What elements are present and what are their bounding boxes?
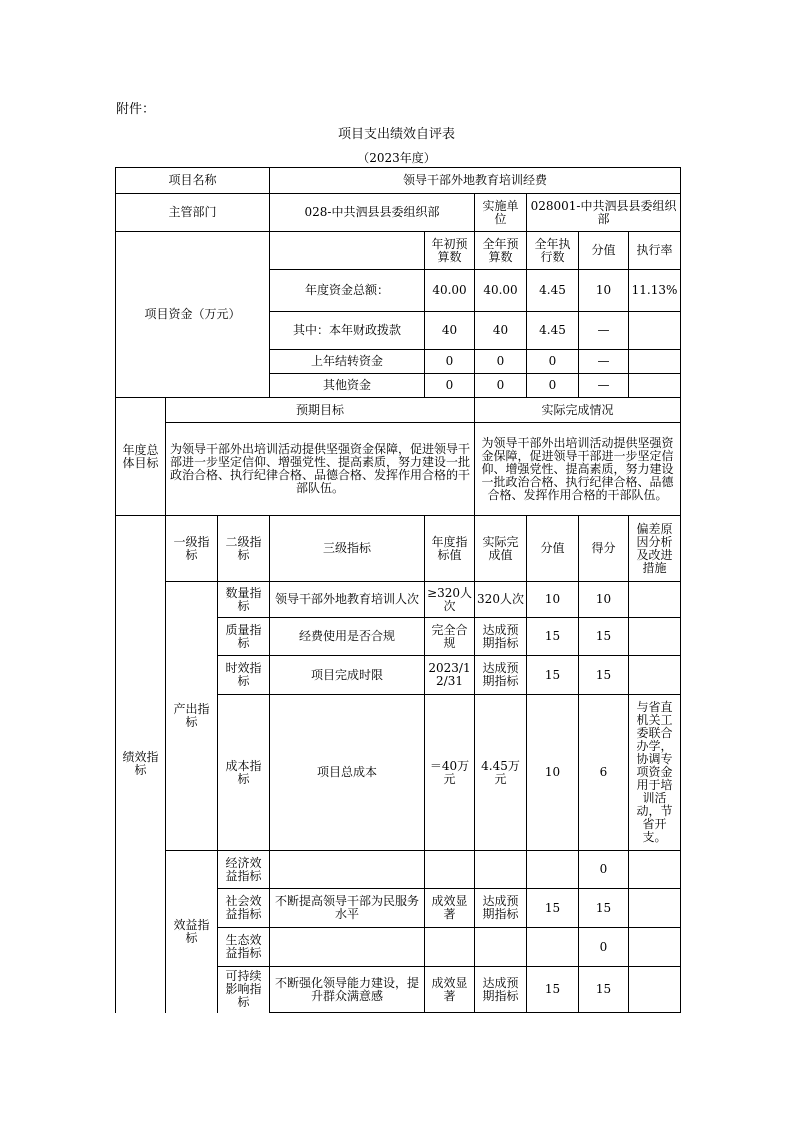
perf-level3: 不断强化领导能力建设，提升群众满意感 (270, 967, 425, 1013)
perf-header-score-value: 分值 (527, 516, 579, 582)
perf-actual: 达成预期指标 (475, 656, 527, 695)
funds-initial: 40 (425, 312, 475, 350)
department-row (116, 194, 681, 232)
benefit-indicators-label: 效益指标 (166, 851, 218, 1013)
form-title: 项目支出绩效自评表 (337, 127, 455, 142)
funds-executed: 4.45 (527, 270, 579, 312)
perf-actual: 达成预期指标 (475, 889, 527, 928)
funds-rate (629, 350, 681, 374)
funds-header-rate: 执行率 (629, 232, 681, 270)
goals-label: 年度总体目标 (116, 398, 166, 516)
funds-annual: 0 (475, 374, 527, 398)
perf-target: ＝40万元 (425, 695, 475, 851)
funds-row-label: 上年结转资金 (270, 350, 425, 374)
perf-header-target: 年度指标值 (425, 516, 475, 582)
perf-header-actual: 实际完成值 (475, 516, 527, 582)
perf-header-level3: 三级指标 (270, 516, 425, 582)
funds-annual: 40 (475, 312, 527, 350)
perf-header-level1: 一级指标 (166, 516, 218, 582)
perf-score-value: 15 (527, 618, 579, 656)
perf-score: 6 (579, 695, 629, 851)
goals-expected-label: 预期目标 (166, 398, 475, 423)
perf-header-score: 得分 (579, 516, 629, 582)
goals-expected-text: 为领导干部外出培训活动提供坚强资金保障，促进领导干部进一步坚定信仰、增强党性、提高素质，努力建设一批政治合格、执行纪律合格、品德合格、发挥作用合格的干部队伍。 (166, 423, 475, 516)
perf-level3: 项目总成本 (270, 695, 425, 851)
perf-score-value: 15 (527, 967, 579, 1013)
funds-score-value: 10 (579, 270, 629, 312)
performance-header-row (116, 516, 681, 582)
perf-deviation: 与省直机关工委联合办学，协调专项资金用于培训活动，节省开支。 (629, 695, 681, 851)
funds-header-row (116, 232, 681, 270)
perf-score-value: 10 (527, 582, 579, 618)
perf-level2: 成本指标 (218, 695, 270, 851)
funds-score-value: — (579, 374, 629, 398)
perf-actual: 达成预期指标 (475, 967, 527, 1013)
perf-deviation (629, 889, 681, 928)
perf-target: 成效显著 (425, 889, 475, 928)
perf-level3 (270, 851, 425, 889)
funds-executed: 4.45 (527, 312, 579, 350)
perf-deviation (629, 618, 681, 656)
goals-content-row (116, 423, 681, 516)
perf-level3: 项目完成时限 (270, 656, 425, 695)
perf-score-value (527, 851, 579, 889)
perf-level2: 可持续影响指标 (218, 967, 270, 1013)
performance-label: 绩效指标 (116, 516, 166, 1013)
perf-level2: 经济效益指标 (218, 851, 270, 889)
funds-header-initial: 年初预算数 (425, 232, 475, 270)
funds-header-annual: 全年预算数 (475, 232, 527, 270)
perf-level2: 生态效益指标 (218, 928, 270, 967)
project-name-value: 领导干部外地教育培训经费 (270, 168, 681, 194)
perf-score: 15 (579, 889, 629, 928)
perf-target: 成效显著 (425, 967, 475, 1013)
perf-header-level2: 二级指标 (218, 516, 270, 582)
funds-row-label: 其他资金 (270, 374, 425, 398)
department-label: 主管部门 (116, 194, 270, 232)
funds-annual: 40.00 (475, 270, 527, 312)
funds-initial: 40.00 (425, 270, 475, 312)
implementing-unit-label: 实施单位 (475, 194, 527, 232)
funds-initial: 0 (425, 350, 475, 374)
perf-deviation (629, 928, 681, 967)
perf-actual: 320人次 (475, 582, 527, 618)
perf-level3: 领导干部外地教育培训人次 (270, 582, 425, 618)
funds-row-label: 年度资金总额： (270, 270, 425, 312)
department-value: 028-中共泗县县委组织部 (270, 194, 475, 232)
attachment-label: 附件： (116, 102, 156, 117)
perf-score-value: 15 (527, 889, 579, 928)
funds-header-blank (270, 232, 425, 270)
perf-row-economic (116, 851, 681, 889)
project-name-row (116, 168, 681, 194)
perf-actual: 达成预期指标 (475, 618, 527, 656)
perf-score: 0 (579, 851, 629, 889)
funds-initial: 0 (425, 374, 475, 398)
perf-target: 2023/12/31 (425, 656, 475, 695)
perf-level3: 经费使用是否合规 (270, 618, 425, 656)
perf-deviation (629, 967, 681, 1013)
funds-score-value: — (579, 350, 629, 374)
perf-level2: 数量指标 (218, 582, 270, 618)
funds-annual: 0 (475, 350, 527, 374)
perf-row-quantity (116, 582, 681, 618)
output-indicators-label: 产出指标 (166, 582, 218, 851)
perf-target (425, 851, 475, 889)
goals-actual-label: 实际完成情况 (475, 398, 681, 423)
funds-rate: 11.13% (629, 270, 681, 312)
perf-header-deviation: 偏差原因分析及改进措施 (629, 516, 681, 582)
perf-score: 15 (579, 618, 629, 656)
self-evaluation-table (115, 167, 681, 1013)
perf-level2: 时效指标 (218, 656, 270, 695)
funds-rate (629, 312, 681, 350)
perf-level3 (270, 928, 425, 967)
perf-target: ≥320人次 (425, 582, 475, 618)
funds-executed: 0 (527, 350, 579, 374)
form-year: （2023年度） (357, 151, 436, 165)
perf-level2: 社会效益指标 (218, 889, 270, 928)
perf-score: 10 (579, 582, 629, 618)
perf-level2: 质量指标 (218, 618, 270, 656)
perf-score-value (527, 928, 579, 967)
funds-executed: 0 (527, 374, 579, 398)
perf-score-value: 15 (527, 656, 579, 695)
funds-rate (629, 374, 681, 398)
perf-actual (475, 851, 527, 889)
funds-row-label: 其中：本年财政拨款 (270, 312, 425, 350)
perf-score: 15 (579, 967, 629, 1013)
goals-header-row (116, 398, 681, 423)
funds-label: 项目资金（万元） (116, 232, 270, 398)
implementing-unit-value: 028001-中共泗县县委组织部 (527, 194, 681, 232)
perf-score-value: 10 (527, 695, 579, 851)
perf-level3: 不断提高领导干部为民服务水平 (270, 889, 425, 928)
perf-actual: 4.45万元 (475, 695, 527, 851)
perf-score: 0 (579, 928, 629, 967)
funds-header-executed: 全年执行数 (527, 232, 579, 270)
perf-actual (475, 928, 527, 967)
funds-score-value: — (579, 312, 629, 350)
perf-deviation (629, 656, 681, 695)
perf-target (425, 928, 475, 967)
goals-actual-text: 为领导干部外出培训活动提供坚强资金保障，促进领导干部进一步坚定信仰、增强党性、提高素质，努力建设一批政治合格、执行纪律合格、品德合格、发挥作用合格的干部队伍。 (475, 423, 681, 516)
project-name-label: 项目名称 (116, 168, 270, 194)
perf-deviation (629, 582, 681, 618)
perf-target: 完全合规 (425, 618, 475, 656)
funds-header-score-value: 分值 (579, 232, 629, 270)
perf-score: 15 (579, 656, 629, 695)
perf-deviation (629, 851, 681, 889)
